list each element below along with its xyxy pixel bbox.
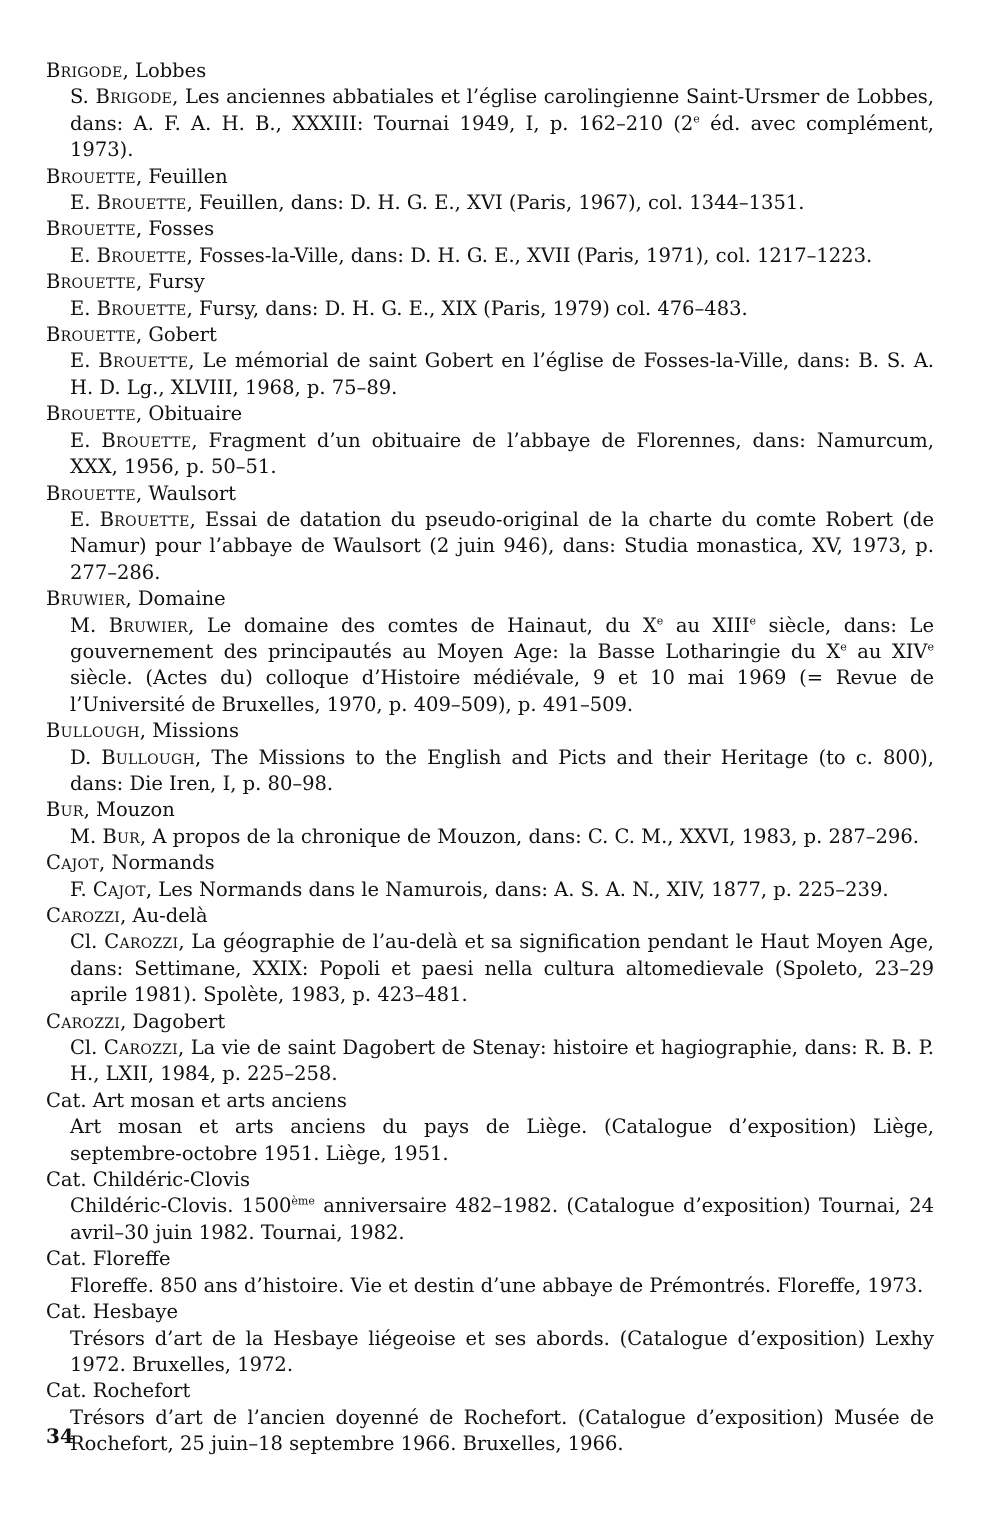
reference-text: , Fragment d’un obituaire de l’abbaye de Florennes, dans: Namurcum, XXX, 1956, p. 50–51. — [70, 428, 934, 479]
heading-author: Brouette — [46, 481, 136, 505]
bibliography-entry — [46, 1167, 934, 1246]
reference-text: , Le mémorial de saint Gobert en l’église de Fosses-la-Ville, dans: B. S. A. H. D. Lg., XLVIII, 1968, p. 75–89. — [70, 349, 934, 399]
heading-short-title: , Feuillen — [135, 164, 228, 188]
entry-heading — [46, 1378, 934, 1404]
heading-short-title: , Obituaire — [135, 402, 243, 426]
bibliography-entry — [46, 1246, 934, 1299]
heading-author: Bullough — [46, 719, 140, 743]
entry-reference — [70, 929, 934, 1008]
reference-text: , Les anciennes abbatiales et l’église carolingienne Saint-Ursmer de Lobbes, dans: A. F. A. H. B., XXXIII: Tournai 1949, I, p. 162–210 (2 — [70, 85, 935, 135]
reference-text: S. — [70, 85, 96, 109]
reference-author: Brouette — [101, 428, 192, 452]
reference-author: Bullough — [101, 745, 196, 769]
bibliography-entry — [46, 1299, 934, 1378]
reference-author: Brouette — [96, 243, 187, 267]
reference-text: , Fosses-la-Ville, dans: D. H. G. E., XVII (Paris, 1971), col. 1217–1223. — [186, 243, 873, 267]
reference-text: , Les Normands dans le Namurois, dans: A. S. A. N., XIV, 1877, p. 225–239. — [145, 877, 889, 901]
entry-reference — [70, 428, 934, 481]
entry-reference — [70, 613, 934, 719]
heading-short-title: , Lobbes — [122, 59, 207, 82]
heading-author: Brouette — [46, 217, 136, 241]
entry-heading — [46, 903, 934, 929]
bibliography-entry — [46, 718, 934, 797]
reference-text: Art mosan et arts anciens du pays de Liège. (Catalogue d’exposition) Liège, septembre-octobre 1951. Liège, 1951. — [70, 1115, 934, 1165]
heading-author: Brigode — [46, 59, 123, 82]
entry-heading — [46, 1009, 934, 1035]
bibliography-entry — [46, 481, 934, 587]
bibliography-entry — [46, 58, 934, 164]
bibliography-entry — [46, 1378, 934, 1457]
heading-short-title: , Dagobert — [120, 1009, 226, 1033]
heading-author: Bur — [46, 798, 84, 822]
heading-short-title: , Missions — [139, 719, 239, 743]
reference-author: Cajot — [92, 877, 146, 901]
reference-author: Brigode — [95, 85, 173, 109]
reference-text: , La vie de saint Dagobert de Stenay: histoire et hagiographie, dans: R. B. P. H., LXII, 1984, p. 225–258. — [70, 1036, 934, 1086]
entry-reference — [70, 1273, 934, 1299]
reference-text: F. — [70, 877, 93, 901]
heading-short-title: , Normands — [98, 851, 215, 875]
heading-short-title: , Mouzon — [83, 798, 175, 822]
heading-short-title: Cat. Childéric-Clovis — [46, 1168, 250, 1192]
reference-author: Brouette — [99, 507, 190, 531]
reference-author: Brouette — [96, 191, 187, 215]
reference-text: Trésors d’art de la Hesbaye liégeoise et ses abords. (Catalogue d’exposition) Lexhy 1972. Bruxelles, 1972. — [70, 1326, 934, 1376]
bibliography-entry — [46, 586, 934, 718]
entry-heading — [46, 401, 934, 427]
entry-reference — [70, 190, 934, 216]
reference-text: D. — [70, 745, 102, 769]
reference-text: Cl. — [70, 930, 105, 954]
bibliography-entry — [46, 322, 934, 401]
reference-text: Cl. — [70, 1036, 104, 1060]
entry-reference — [70, 824, 934, 850]
heading-author: Brouette — [46, 270, 136, 294]
bibliography-list — [46, 58, 934, 1458]
heading-author: Brouette — [46, 323, 136, 347]
heading-short-title: , Fosses — [135, 217, 215, 241]
heading-short-title: , Gobert — [135, 323, 217, 347]
reference-text: , The Missions to the English and Picts and their Heritage (to c. 800), dans: Die Iren, I, p. 80–98. — [70, 745, 934, 795]
bibliography-entry — [46, 797, 934, 850]
entry-reference — [70, 1035, 934, 1088]
heading-author: Cajot — [46, 851, 99, 875]
heading-short-title: Cat. Hesbaye — [46, 1300, 178, 1324]
entry-reference — [70, 348, 934, 401]
superscript: e — [927, 640, 935, 654]
heading-short-title: Cat. Floreffe — [46, 1247, 171, 1271]
entry-heading — [46, 58, 934, 84]
reference-author: Bur — [102, 824, 140, 848]
bibliography-entry — [46, 269, 934, 322]
heading-short-title: , Au-delà — [120, 904, 208, 927]
reference-text: , Feuillen, dans: D. H. G. E., XVI (Paris, 1967), col. 1344–1351. — [186, 191, 805, 215]
reference-text: Floreffe. 850 ans d’histoire. Vie et destin d’une abbaye de Prémontrés. Floreffe, 1973. — [70, 1273, 924, 1297]
reference-text: E. — [70, 428, 102, 452]
entry-heading — [46, 718, 934, 744]
bibliography-entry — [46, 216, 934, 269]
entry-heading — [46, 1246, 934, 1272]
entry-reference — [70, 1193, 934, 1246]
heading-author: Bruwier — [46, 587, 126, 611]
entry-heading — [46, 322, 934, 348]
entry-heading — [46, 850, 934, 876]
entry-reference — [70, 877, 934, 903]
entry-heading — [46, 216, 934, 242]
bibliography-entry — [46, 903, 934, 1009]
entry-heading — [46, 797, 934, 823]
reference-text: E. — [70, 507, 100, 531]
page-number: 34 — [46, 1424, 74, 1448]
entry-heading — [46, 481, 934, 507]
reference-author: Brouette — [98, 349, 189, 373]
bibliography-entry — [46, 401, 934, 480]
reference-text: E. — [70, 191, 97, 215]
reference-text: siècle, dans: Le gouvernement des principautés au Moyen Age: la Basse Lotharingie du X — [70, 613, 935, 663]
superscript: e — [693, 112, 700, 126]
reference-text: , Le domaine des comtes de Hainaut, du X — [188, 613, 657, 637]
heading-author: Brouette — [46, 164, 136, 188]
entry-heading — [46, 1088, 934, 1114]
reference-text: au XIII — [663, 613, 750, 637]
entry-reference — [70, 296, 934, 322]
entry-reference — [70, 84, 934, 163]
entry-heading — [46, 586, 934, 612]
superscript: ème — [291, 1194, 315, 1208]
heading-short-title: , Domaine — [125, 587, 226, 611]
reference-text: Trésors d’art de l’ancien doyenné de Rochefort. (Catalogue d’exposition) Musée de Rochefort, 25 juin–18 septembre 1966. Bruxelles, 1966. — [70, 1405, 934, 1456]
reference-text: E. — [70, 243, 97, 267]
entry-heading — [46, 1299, 934, 1325]
entry-heading — [46, 1167, 934, 1193]
reference-author: Brouette — [96, 296, 187, 320]
heading-short-title: Cat. Art mosan et arts anciens — [46, 1088, 347, 1112]
heading-author: Brouette — [46, 402, 136, 426]
reference-text: M. — [70, 824, 103, 848]
heading-short-title: , Waulsort — [135, 481, 237, 505]
superscript: e — [749, 614, 757, 628]
reference-text: au XIV — [846, 639, 928, 663]
bibliography-entry — [46, 850, 934, 903]
reference-text: siècle. (Actes du) colloque d’Histoire médiévale, 9 et 10 mai 1969 (= Revue de l’Université de Bruxelles, 1970, p. 409–509), p. 491–509. — [70, 666, 934, 716]
entry-reference — [70, 243, 934, 269]
entry-reference — [70, 1326, 934, 1379]
heading-short-title: , Fursy — [135, 270, 205, 294]
reference-author: Carozzi — [104, 930, 179, 954]
entry-heading — [46, 164, 934, 190]
heading-author: Carozzi — [46, 904, 121, 927]
reference-text: éd. avec complément, 1973). — [70, 111, 934, 162]
reference-text: anniversaire 482–1982. (Catalogue d’exposition) Tournai, 24 avril–30 juin 1982. Tournai, 1982. — [70, 1194, 934, 1244]
heading-author: Carozzi — [46, 1009, 121, 1033]
reference-text: E. — [70, 349, 99, 373]
entry-reference — [70, 507, 934, 586]
reference-text: , Essai de datation du pseudo-original de la charte du comte Robert (de Namur) pour l’abbaye de Waulsort (2 juin 946), dans: Studia monastica, XV, 1973, p. 277–286. — [70, 507, 934, 584]
reference-text: , La géographie de l’au-delà et sa signification pendant le Haut Moyen Age, dans: Settimane, XXIX: Popoli et paesi nella cultura altomedievale (Spoleto, 23–29 aprile 1981). Spolète, 1983, p. 423–481. — [70, 930, 934, 1007]
bibliography-entry — [46, 164, 934, 217]
entry-reference — [70, 1405, 934, 1458]
reference-text: E. — [70, 296, 97, 320]
entry-reference — [70, 1114, 934, 1167]
superscript: e — [840, 640, 847, 654]
reference-text: M. — [70, 613, 109, 637]
bibliography-entry — [46, 1009, 934, 1088]
reference-author: Carozzi — [103, 1036, 178, 1060]
bibliography-entry — [46, 1088, 934, 1167]
entry-reference — [70, 745, 934, 798]
reference-author: Bruwier — [108, 613, 189, 637]
reference-text: , Fursy, dans: D. H. G. E., XIX (Paris, 1979) col. 476–483. — [186, 296, 748, 320]
superscript: e — [656, 614, 664, 628]
reference-text: Childéric-Clovis. 1500 — [70, 1194, 292, 1218]
entry-heading — [46, 269, 934, 295]
reference-text: , A propos de la chronique de Mouzon, dans: C. C. M., XXVI, 1983, p. 287–296. — [139, 824, 919, 848]
heading-short-title: Cat. Rochefort — [46, 1379, 191, 1403]
